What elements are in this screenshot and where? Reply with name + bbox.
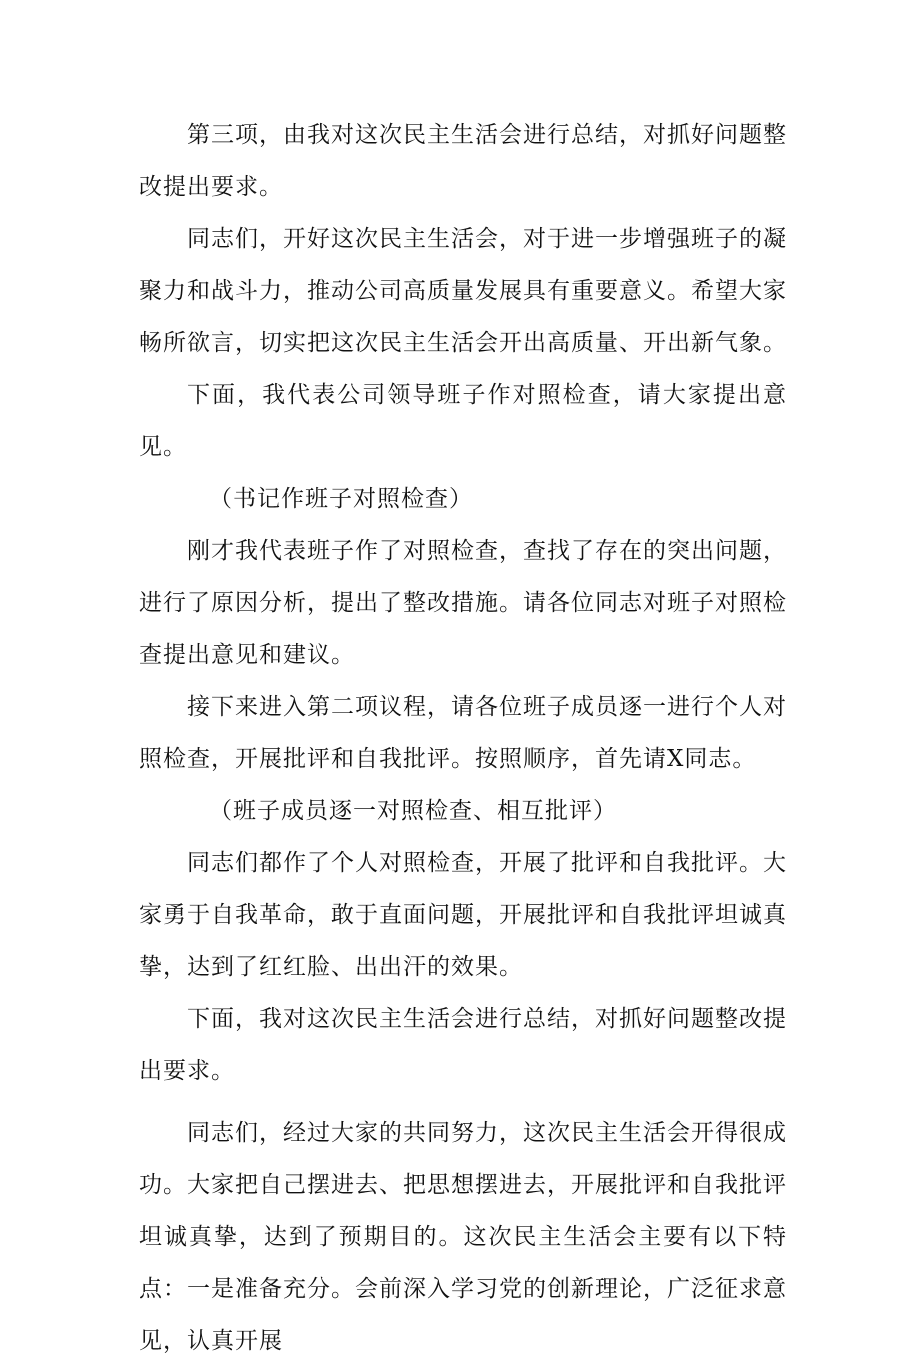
- paragraph-agenda-item-2: 接下来进入第二项议程，请各位班子成员逐一进行个人对照检查，开展批评和自我批评。按照顺序，首先请X同志。: [139, 694, 787, 772]
- note-member-reviews: （班子成员逐一对照检查、相互批评）: [209, 798, 617, 824]
- paragraph-team-review-feedback: 刚才我代表班子作了对照检查，查找了存在的突出问题，进行了原因分析，提出了整改措施。请各位同志对班子对照检查提出意见和建议。: [139, 538, 787, 668]
- document-body: [139, 109, 787, 1367]
- paragraph-criticism-summary: 同志们都作了个人对照检查，开展了批评和自我批评。大家勇于自我革命，敢于直面问题，开展批评和自我批评坦诚真挚，达到了红红脸、出出汗的效果。: [139, 850, 787, 980]
- paragraph-item-3-summary: 第三项，由我对这次民主生活会进行总结，对抓好问题整改提出要求。: [139, 122, 787, 200]
- paragraph-team-review-intro: 下面，我代表公司领导班子作对照检查，请大家提出意见。: [139, 382, 787, 460]
- paragraph-summary-intro: 下面，我对这次民主生活会进行总结，对抓好问题整改提出要求。: [139, 1006, 787, 1084]
- paragraph-meeting-significance: 同志们，开好这次民主生活会，对于进一步增强班子的凝聚力和战斗力，推动公司高质量发展具有重要意义。希望大家畅所欲言，切实把这次民主生活会开出高质量、开出新气象。: [139, 226, 787, 356]
- note-secretary-review: （书记作班子对照检查）: [209, 486, 473, 512]
- paragraph-meeting-success: 同志们，经过大家的共同努力，这次民主生活会开得很成功。大家把自己摆进去、把思想摆进去，开展批评和自我批评坦诚真挚，达到了预期目的。这次民主生活会主要有以下特点：一是准备充分。会前深入学习党的创新理论，广泛征求意见，认真开展: [139, 1120, 787, 1354]
